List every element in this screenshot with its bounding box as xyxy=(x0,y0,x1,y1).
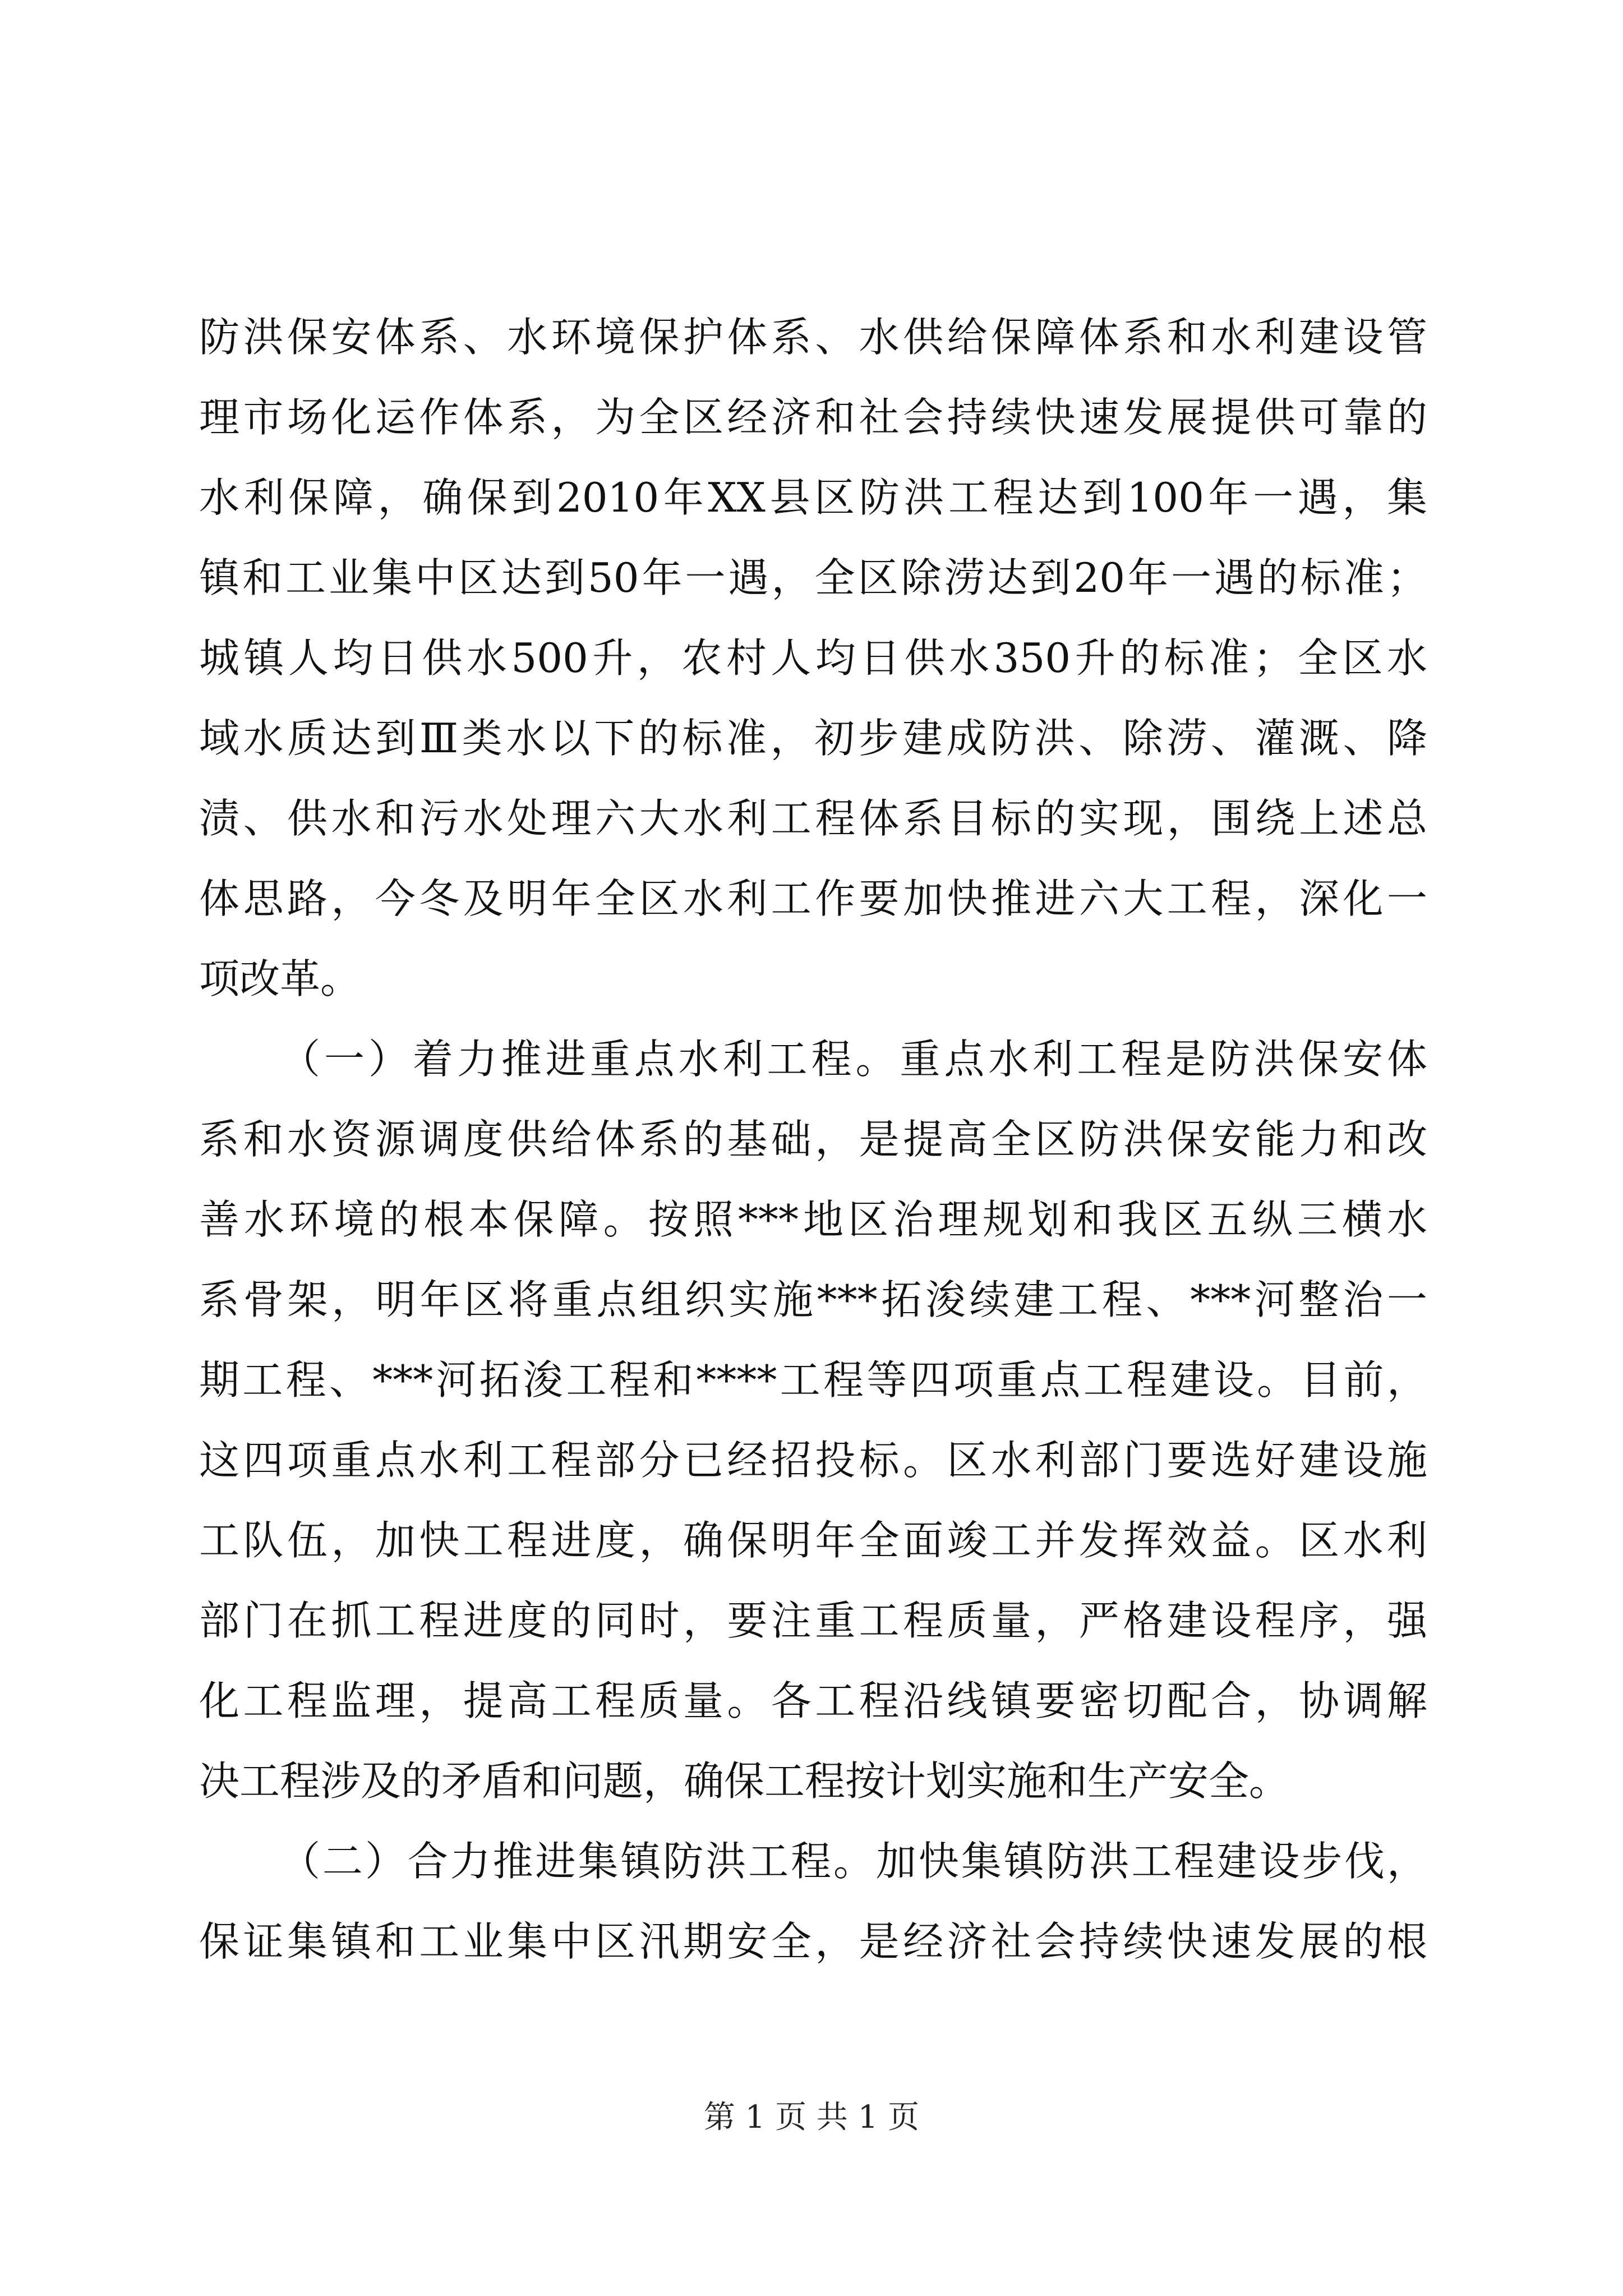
text-line: 期工程、***河拓浚工程和****工程等四项重点工程建设。目前， xyxy=(199,1356,1427,1404)
text-line: 镇和工业集中区达到50年一遇，全区除涝达到20年一遇的标准； xyxy=(199,554,1427,601)
text-line: 这四项重点水利工程部分已经招投标。区水利部门要选好建设施 xyxy=(199,1437,1427,1484)
text-line: 决工程涉及的矛盾和问题，确保工程按计划实施和生产安全。 xyxy=(199,1757,1290,1805)
text-line: 部门在抓工程进度的同时，要注重工程质量，严格建设程序，强 xyxy=(199,1597,1427,1644)
text-line: 城镇人均日供水500升，农村人均日供水350升的标准；全区水 xyxy=(199,634,1427,682)
text-line: 系骨架，明年区将重点组织实施***拓浚续建工程、***河整治一 xyxy=(199,1276,1427,1323)
text-line: 工队伍，加快工程进度，确保明年全面竣工并发挥效益。区水利 xyxy=(199,1517,1427,1564)
document-body xyxy=(199,297,1427,1982)
page-footer: 第 1 页 共 1 页 xyxy=(703,2099,920,2136)
text-line: （一）着力推进重点水利工程。重点水利工程是防洪保安体 xyxy=(280,1036,1427,1083)
text-line: 水利保障，确保到2010年XX县区防洪工程达到100年一遇，集 xyxy=(199,474,1427,521)
text-line: 域水质达到Ⅲ类水以下的标准，初步建成防洪、除涝、灌溉、降 xyxy=(199,715,1427,762)
text-line: 系和水资源调度供给体系的基础，是提高全区防洪保安能力和改 xyxy=(199,1116,1427,1163)
text-line: 渍、供水和污水处理六大水利工程体系目标的实现，围绕上述总 xyxy=(199,795,1427,842)
text-line: 理市场化运作体系，为全区经济和社会持续快速发展提供可靠的 xyxy=(199,394,1427,441)
text-line: （二）合力推进集镇防洪工程。加快集镇防洪工程建设步伐， xyxy=(280,1838,1427,1885)
text-line: 体思路，今冬及明年全区水利工作要加快推进六大工程，深化一 xyxy=(199,875,1427,922)
text-line: 保证集镇和工业集中区汛期安全，是经济社会持续快速发展的根 xyxy=(199,1918,1427,1965)
text-line: 善水环境的根本保障。按照***地区治理规划和我区五纵三横水 xyxy=(199,1196,1427,1243)
text-line: 化工程监理，提高工程质量。各工程沿线镇要密切配合，协调解 xyxy=(199,1677,1427,1724)
text-line: 项改革。 xyxy=(199,955,361,1002)
text-line: 防洪保安体系、水环境保护体系、水供给保障体系和水利建设管 xyxy=(199,314,1427,361)
